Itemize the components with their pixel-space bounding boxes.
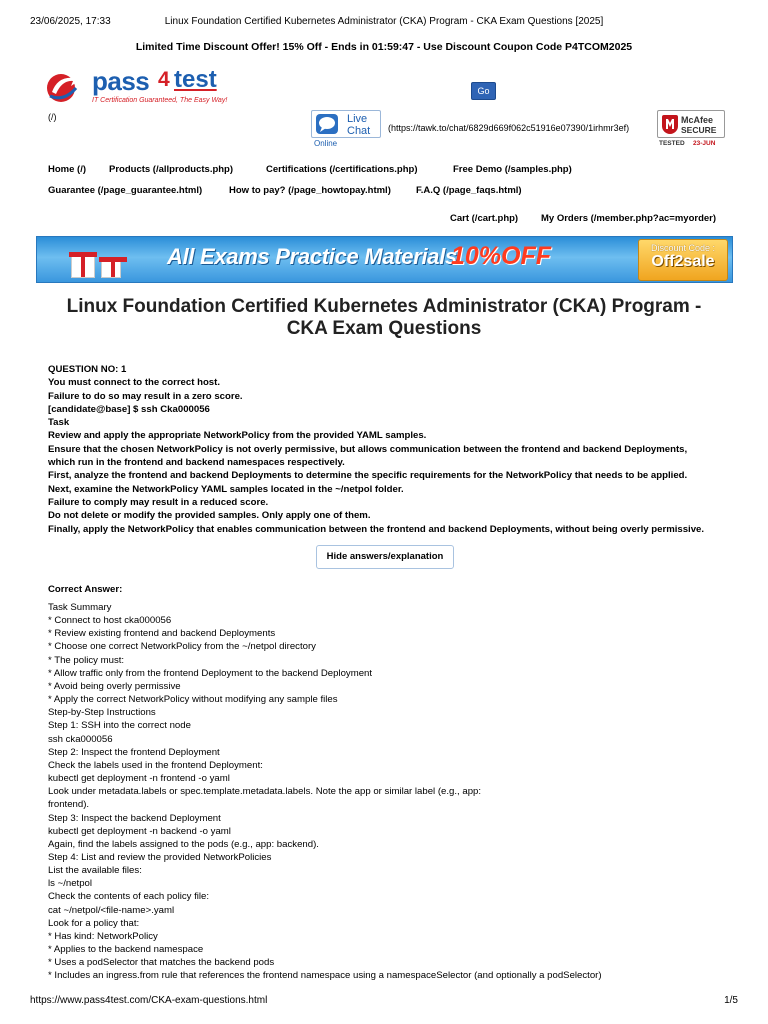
discount-banner[interactable]: [36, 236, 733, 283]
question-line: Do not delete or modify the provided samples. Only apply one of them.: [48, 510, 371, 522]
mcafee-box: [657, 110, 725, 138]
question-line: [candidate@base] $ ssh Cka000056: [48, 403, 210, 415]
print-datetime: 23/06/2025, 17:33: [30, 16, 111, 27]
answer-line: * Allow traffic only from the frontend Deployment to the backend Deployment: [48, 667, 373, 679]
answer-line: * Choose one correct NetworkPolicy from the ~/netpol directory: [48, 641, 316, 653]
nav-faq[interactable]: F.A.Q (/page_faqs.html): [416, 185, 522, 196]
banner-text: All Exams Practice Materials: [167, 244, 457, 269]
logo-word-pass: pass: [92, 66, 150, 96]
question-line: First, analyze the frontend and backend Deployments to determine the specific requirements for the NetworkPolicy that needs to be applied.: [48, 470, 688, 482]
answer-line: Step 1: SSH into the correct node: [48, 720, 191, 732]
question-line: Failure to comply may result in a reduced score.: [48, 496, 269, 508]
mcafee-secure-badge[interactable]: [657, 110, 725, 150]
banner-percent: 10%OFF: [451, 242, 552, 270]
nav-free-demo[interactable]: Free Demo (/samples.php): [453, 164, 572, 175]
question-line: Task: [48, 417, 70, 429]
answer-line: * Avoid being overly permissive: [48, 680, 181, 692]
mcafee-date: 23-JUN: [693, 140, 716, 147]
question-line: which run in the frontend and backend namespaces respectively.: [48, 457, 345, 469]
go-button[interactable]: Go: [471, 82, 496, 100]
question-line: You must connect to the correct host.: [48, 377, 220, 389]
answer-line: kubectl get deployment -n backend -o yaml: [48, 825, 231, 837]
answer-line: Look for a policy that:: [48, 917, 140, 929]
answer-line: cat ~/netpol/<file-name>.yaml: [48, 904, 175, 916]
print-header: [30, 16, 738, 30]
chat-bubble-icon: [316, 114, 338, 134]
answer-line: * Includes an ingress.from rule that references the frontend namespace using a namespaceSelector (and optionally a podSelector): [48, 970, 602, 982]
nav-home[interactable]: Home (/): [48, 164, 86, 175]
answer-line: Step 4: List and review the provided NetworkPolicies: [48, 851, 272, 863]
mcafee-brand: McAfee: [681, 115, 714, 125]
nav-certifications[interactable]: Certifications (/certifications.php): [266, 164, 418, 175]
page-title-line1: Linux Foundation Certified Kubernetes Administrator (CKA) Program -: [66, 296, 702, 317]
question-line: Finally, apply the NetworkPolicy that enables communication between the frontend and backend Deployments, without being overly permissive.: [48, 523, 705, 535]
answer-line: * Uses a podSelector that matches the backend pods: [48, 957, 275, 969]
logo-word-test: test: [174, 66, 217, 93]
answer-line: frontend).: [48, 799, 90, 811]
hide-answers-button[interactable]: Hide answers/explanation: [316, 545, 454, 569]
answer-line: Step 2: Inspect the frontend Deployment: [48, 746, 220, 758]
answer-line: ls ~/netpol: [48, 878, 93, 890]
logo-link-text[interactable]: (/): [48, 112, 57, 122]
live-chat-widget[interactable]: [311, 110, 381, 148]
answer-line: Check the labels used in the frontend Deployment:: [48, 759, 263, 771]
print-page-number: 1/5: [724, 995, 738, 1006]
answer-line: * Apply the correct NetworkPolicy without modifying any sample files: [48, 694, 338, 706]
print-url: https://www.pass4test.com/CKA-exam-questions.html: [30, 995, 268, 1006]
question-line: QUESTION NO: 1: [48, 364, 127, 375]
gift-box-icon: [101, 261, 121, 278]
answer-line: Step 3: Inspect the backend Deployment: [48, 812, 221, 824]
answer-line: * Has kind: NetworkPolicy: [48, 930, 158, 942]
correct-answer-label: Correct Answer:: [48, 584, 123, 595]
answer-line: ssh cka000056: [48, 733, 113, 745]
question-line: Failure to do so may result in a zero score.: [48, 390, 243, 402]
answer-line: * Connect to host cka000056: [48, 615, 172, 627]
answer-line: List the available files:: [48, 865, 142, 877]
banner-code-label: Discount Code :: [650, 243, 716, 253]
answer-line: Again, find the labels assigned to the pods (e.g., app: backend).: [48, 838, 319, 850]
answer-block: [48, 601, 728, 983]
print-footer: [30, 995, 738, 1006]
nav-guarantee[interactable]: Guarantee (/page_guarantee.html): [48, 185, 203, 196]
banner-discount-code: [638, 239, 728, 281]
promo-banner: Limited Time Discount Offer! 15% Off - Ends in 01:59:47 - Use Discount Coupon Code P4TCOM2025: [135, 41, 633, 53]
answer-line: kubectl get deployment -n frontend -o yaml: [48, 773, 230, 785]
answer-line: * Review existing frontend and backend Deployments: [48, 628, 276, 640]
mcafee-secure: SECURE: [681, 125, 717, 135]
print-page-title: Linux Foundation Certified Kubernetes Administrator (CKA) Program - CKA Exam Questions [2025]: [164, 16, 604, 27]
nav-my-orders[interactable]: My Orders (/member.php?ac=myorder): [541, 213, 717, 224]
gift-box-icon: [71, 256, 95, 278]
nav-cart[interactable]: Cart (/cart.php): [450, 213, 519, 224]
logo-tagline: IT Certification Guaranteed, The Easy Way!: [92, 97, 228, 104]
live-chat-line1: Live: [347, 113, 368, 125]
nav-products[interactable]: Products (/allproducts.php): [109, 164, 234, 175]
live-chat-line2: Chat: [347, 125, 371, 137]
mcafee-shield-icon: [662, 115, 678, 134]
question-line: Next, examine the NetworkPolicy YAML samples located in the ~/netpol folder.: [48, 483, 404, 495]
banner-code-value: Off2sale: [651, 253, 715, 270]
question-line: Ensure that the chosen NetworkPolicy is not overly permissive, but allows communication between the frontend and backend Deployments,: [48, 443, 688, 455]
site-logo[interactable]: [44, 66, 244, 110]
answer-line: * The policy must:: [48, 654, 125, 666]
answer-line: * Applies to the backend namespace: [48, 944, 204, 956]
page-title: [40, 296, 728, 340]
chat-status: Online: [314, 139, 338, 148]
answer-line: Check the contents of each policy file:: [48, 891, 210, 903]
answer-line: Task Summary: [48, 602, 112, 613]
page-title-line2: CKA Exam Questions: [286, 318, 482, 339]
answer-line: Step-by-Step Instructions: [48, 707, 156, 719]
answer-line: Look under metadata.labels or spec.template.metadata.labels. Note the app or similar label (e.g., app:: [48, 786, 482, 798]
mcafee-tested: TESTED: [659, 140, 685, 147]
nav-how-to-pay[interactable]: How to pay? (/page_howtopay.html): [229, 185, 391, 196]
logo-word-4: 4: [158, 68, 170, 91]
question-line: Review and apply the appropriate NetworkPolicy from the provided YAML samples.: [48, 430, 427, 442]
live-chat-label: [347, 113, 370, 137]
question-block: [48, 363, 728, 536]
chat-url[interactable]: (https://tawk.to/chat/6829d669f062c51916e07390/1irhmr3ef): [388, 123, 630, 133]
live-chat-box[interactable]: [311, 110, 381, 138]
